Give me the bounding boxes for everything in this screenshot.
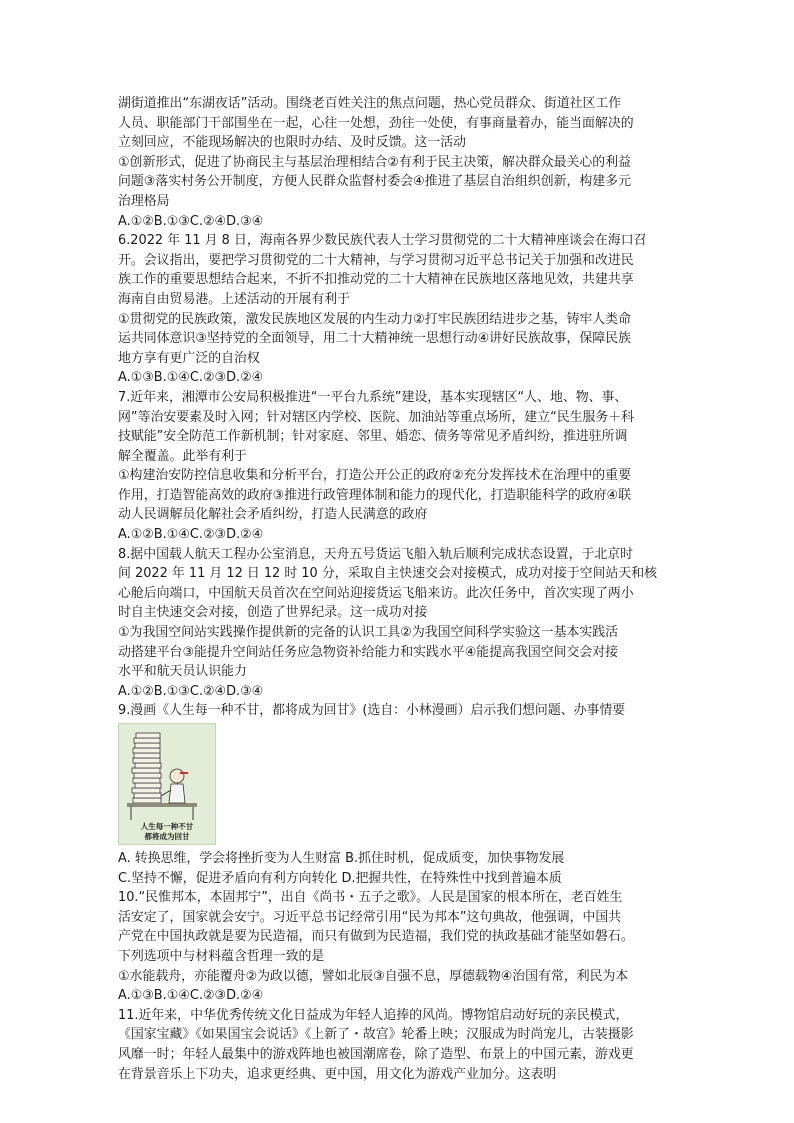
text-line: 10.“民惟邦本，本固邦宁”，出自《尚书・五子之歌》。人民是国家的根本所在，老百姓生 xyxy=(118,890,623,906)
text-line: 问题③落实村务公开制度，方便人民群众监督村委会④推进了基层自治组织创新，构建多元 xyxy=(118,174,631,190)
answer-options: A.①②B.①④C.②③D.②④ xyxy=(118,527,264,543)
text-line: ①构建治安防控信息收集和分析平台，打造公开公正的政府②充分发挥技术在治理中的重要 xyxy=(118,468,631,484)
answer-options: A.①②B.①③C.②④D.③④ xyxy=(118,213,264,229)
text-line: 解全覆盖。此举有利于 xyxy=(118,448,247,464)
question-5-choices xyxy=(118,153,684,212)
question-6-stem xyxy=(118,231,684,309)
question-6-choices xyxy=(118,310,684,369)
cartoon-caption-line-1: 人生每一种不甘 xyxy=(140,822,194,831)
question-8-choices xyxy=(118,623,684,682)
text-line: 在背景音乐上下功夫，追求更经典、更中国，用文化为游戏产业加分。这表明 xyxy=(118,1066,557,1082)
text-line: ①水能载舟，亦能覆舟②为政以德，譬如北辰③自强不息，厚德载物④治国有常，利民为本 xyxy=(118,968,629,984)
exam-page xyxy=(118,94,684,1084)
text-line: 心舱后向端口，中国航天员首次在空间站迎接货运飞船来访。此次任务中，首次实现了两小 xyxy=(118,585,634,601)
answer-options: A.①③B.①④C.②③D.②④ xyxy=(118,988,264,1004)
text-line: 网”等治安要素及时入网；针对辖区内学校、医院、加油站等重点场所，建立“民生服务＋科 xyxy=(118,409,635,425)
text-line: 立刻回应，不能现场解决的也限时办结、及时反馈。这一活动 xyxy=(118,135,467,151)
cartoon-figure xyxy=(118,723,684,845)
answer-options: A.①③B.①④C.②③D.②④ xyxy=(118,370,264,386)
question-7-answers xyxy=(118,525,684,545)
text-line: 开。会议指出，要把学习贯彻党的二十大精神，与学习贯彻习近平总书记关于加强和改进民 xyxy=(118,252,634,268)
question-10-choices xyxy=(118,967,684,987)
text-line: 作用，打造智能高效的政府③推进行政管理体制和能力的现代化，打造职能科学的政府④联 xyxy=(118,487,631,503)
text-line: 6.2022 年 11 月 8 日，海南各界少数民族代表人士学习贯彻党的二十大精神座谈会在海口召 xyxy=(118,233,647,249)
text-line: 动人民调解员化解社会矛盾纠纷，打造人民满意的政府 xyxy=(118,507,428,523)
text-line: 海南自由贸易港。上述活动的开展有利于 xyxy=(118,291,351,307)
question-9-choices xyxy=(118,849,684,888)
text-line: 《国家宝藏》《如果国宝会说话》《上新了・故宫》轮番上映；汉服成为时尚宠儿，古装摄影 xyxy=(118,1027,634,1043)
text-line: ①为我国空间站实践操作提供新的完备的认识工具②为我国空间科学实验这一基本实践活 xyxy=(118,625,619,641)
text-line: 时自主快速交会对接，创造了世界纪录。这一成功对接 xyxy=(118,605,428,621)
text-line: 地方享有更广泛的自治权 xyxy=(118,350,260,366)
question-8-answers xyxy=(118,682,684,702)
text-line: ①创新形式，促进了协商民主与基层治理相结合②有利于民主决策，解决群众最关心的利益 xyxy=(118,154,631,170)
text-line: A. 转换思维，学会将挫折变为人生财富 B.抓住时机，促成质变，加快事物发展 xyxy=(118,851,565,866)
text-line: C.坚持不懈，促进矛盾向有利方向转化 D.把握共性，在特殊性中找到普遍本质 xyxy=(118,870,562,886)
text-line: 族工作的重要思想结合起来，不折不扣推动党的二十大精神在民族地区落地见效，共建共享 xyxy=(118,272,634,288)
answer-options: A.①②B.①③C.②④D.③④ xyxy=(118,683,264,699)
text-line: 湖街道推出“东湖夜话”活动。围绕老百姓关注的焦点问题，热心党员群众、街道社区工作 xyxy=(118,96,622,111)
text-line: 运共同体意识③坚持党的全面领导，用二十大精神统一思想行动④讲好民族故事，保障民族 xyxy=(118,331,631,347)
text-line: 9.漫画《人生每一种不甘，都将成为回甘》(选自：小林漫画）启示我们想问题、办事情要 xyxy=(118,703,626,719)
question-11-stem xyxy=(118,1006,684,1084)
question-9-stem xyxy=(118,701,684,721)
text-line: 风靡一时；年轻人最集中的游戏阵地也被国潮席卷，除了造型、布景上的中国元素，游戏更 xyxy=(118,1046,634,1062)
text-line: 人员、职能部门干部围坐在一起，心往一处想，劲往一处使，有事商量着办，能当面解决的 xyxy=(118,115,634,131)
text-line: ①贯彻党的民族政策，激发民族地区发展的内生动力②打牢民族团结进步之基，铸牢人类命 xyxy=(118,311,631,327)
cartoon-image xyxy=(118,723,216,845)
question-5-answers xyxy=(118,212,684,232)
text-line: 动搭建平台③能提升空间站任务应急物资补给能力和实践水平④能提高我国空间交会对接 xyxy=(118,644,619,660)
text-line: 7.近年来，湘潭市公安局积极推进“一平台九系统”建设，基本实现辖区“人、地、物、事、 xyxy=(118,389,628,405)
text-line: 活安定了，国家就会安宁。习近平总书记经常引用“民为邦本”这句典故，他强调，中国共 xyxy=(118,909,622,925)
question-5-stem xyxy=(118,94,684,153)
text-line: 8.据中国载人航天工程办公室消息，天舟五号货运飞船入轨后顺利完成状态设置，于北京时 xyxy=(118,546,634,562)
question-7-choices xyxy=(118,466,684,525)
question-8-stem xyxy=(118,545,684,623)
question-10-answers xyxy=(118,986,684,1006)
text-line: 间 2022 年 11 月 12 日 12 时 10 分，采取自主快速交会对接模式，成功对接于空间站天和核 xyxy=(118,566,658,582)
text-line: 水平和航天员认识能力 xyxy=(118,664,247,680)
text-line: 11.近年来，中华优秀传统文化日益成为年轻人追捧的风尚。博物馆启动好玩的亲民模式， xyxy=(118,1007,629,1023)
text-line: 产党在中国执政就是要为民造福，而只有做到为民造福，我们党的执政基础才能坚如磐石。 xyxy=(118,929,634,945)
question-6-answers xyxy=(118,368,684,388)
question-10-stem xyxy=(118,888,684,966)
cartoon-caption-line-2: 都将成为回甘 xyxy=(144,832,190,841)
text-line: 下列选项中与材料蕴含哲理一致的是 xyxy=(118,948,325,964)
question-7-stem xyxy=(118,388,684,466)
text-line: 治理格局 xyxy=(118,193,170,209)
text-line: 技赋能”安全防范工作新机制；针对家庭、邻里、婚恋、债务等常见矛盾纠纷，推进驻所调 xyxy=(118,429,628,445)
